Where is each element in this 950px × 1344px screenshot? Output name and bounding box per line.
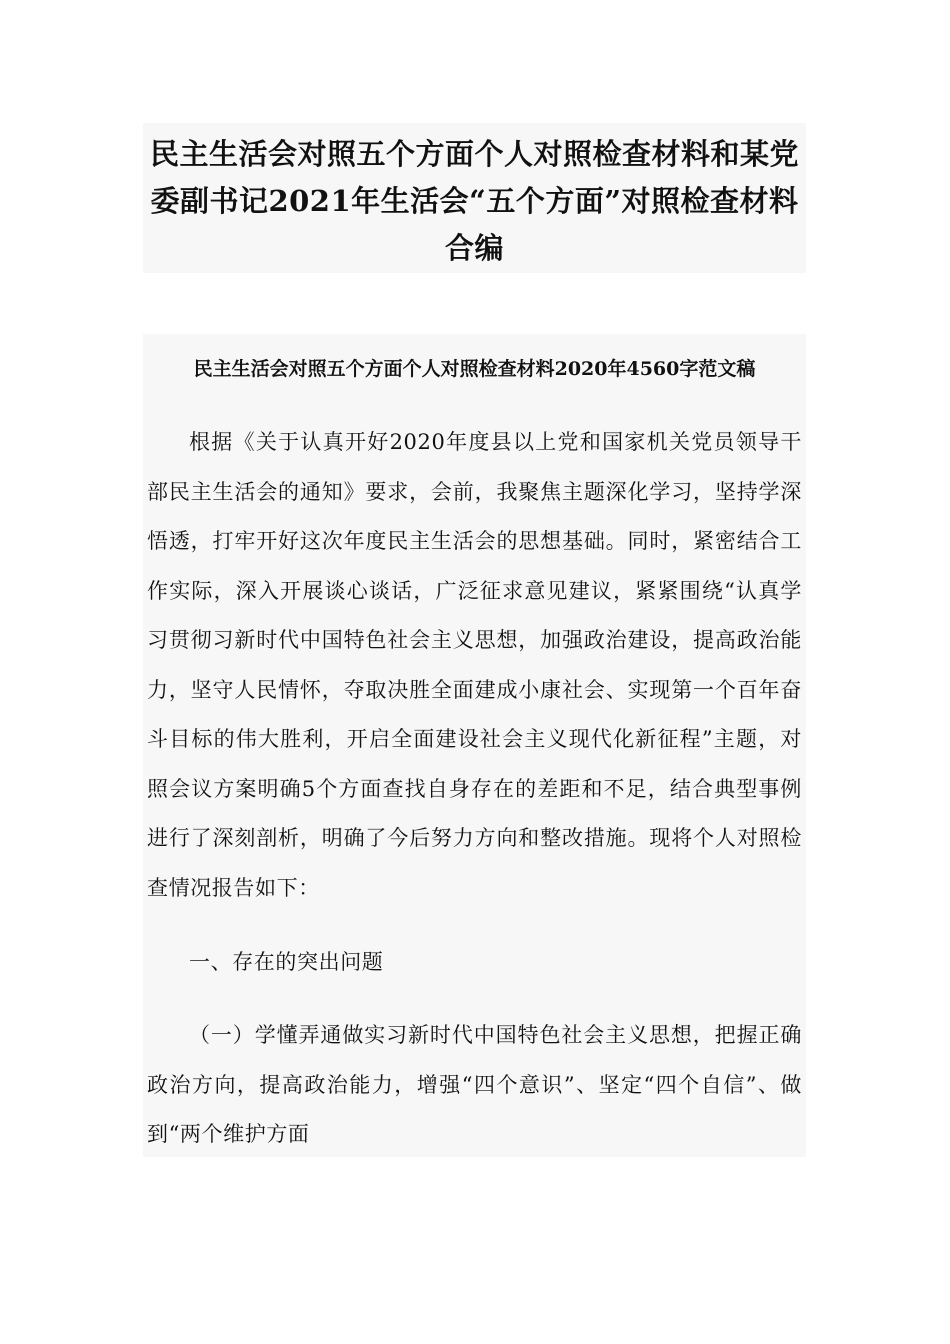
document-title: 民主生活会对照五个方面个人对照检查材料和某党委副书记2021年生活会“五个方面”对照检查材料合编 — [149, 137, 799, 265]
section-title: 民主生活会对照五个方面个人对照检查材料2020年4560字范文稿 — [193, 358, 756, 380]
title-block — [143, 123, 806, 273]
body-paragraph-subheading: （一）学懂弄通做实习新时代中国特色社会主义思想，把握正确政治方向，提高政治能力，增强“四个意识”、坚定“四个自信”、做到“两个维护方面 — [147, 1023, 802, 1146]
body-paragraph-heading: 一、存在的突出问题 — [189, 950, 384, 974]
content-block — [143, 334, 806, 1157]
body-paragraph-intro: 根据《关于认真开好2020年度县以上党和国家机关党员领导干部民主生活会的通知》要求，会前，我聚焦主题深化学习，坚持学深悟透，打牢开好这次年度民主生活会的思想基础。同时，紧密结合工作实际，深入开展谈心谈话，广泛征求意见建议，紧紧围绕“认真学习贯彻习新时代中国特色社会主义思想，加强政治建设，提高政治能力，坚守人民情怀，夺取决胜全面建成小康社会、实现第一个百年奋斗目标的伟大胜利，开启全面建设社会主义现代化新征程”主题，对照会议方案明确5个方面查找自身存在的差距和不足，结合典型事例进行了深刻剖析，明确了今后努力方向和整改措施。现将个人对照检查情况报告如下： — [147, 430, 802, 900]
